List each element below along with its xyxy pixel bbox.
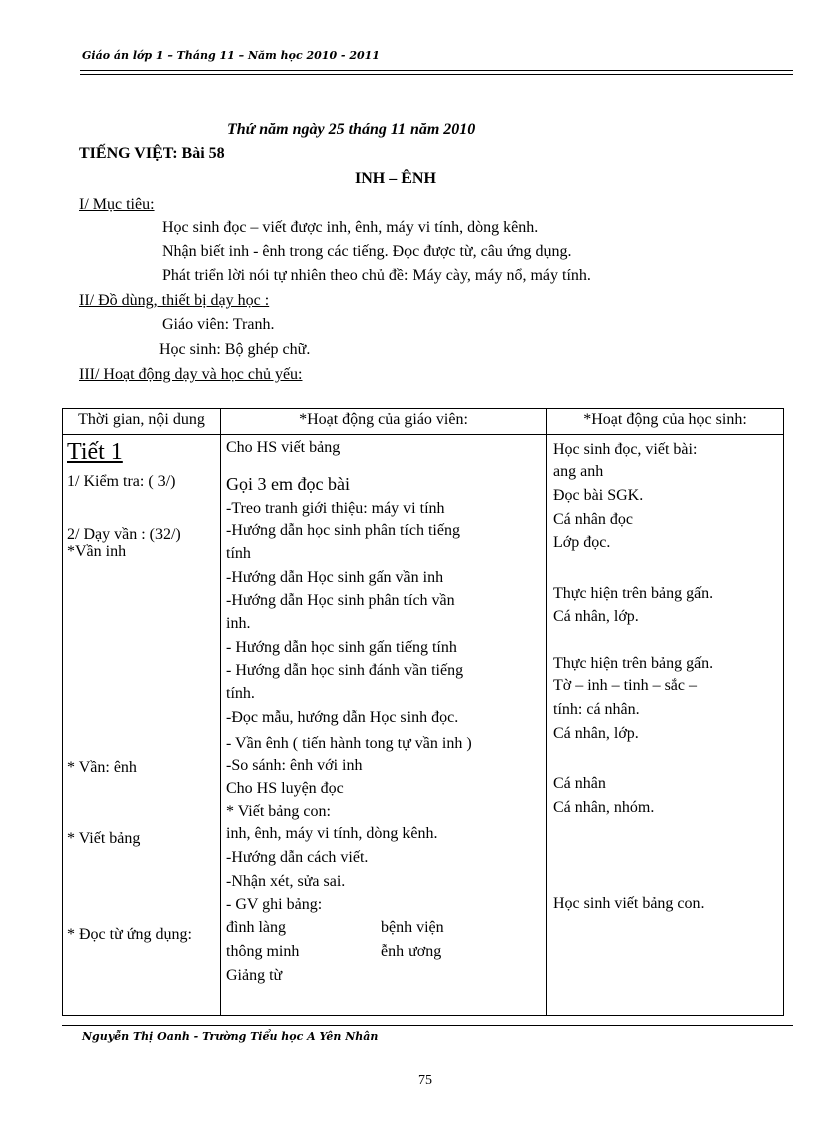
col-header-time: Thời gian, nội dung	[63, 409, 221, 435]
teacher-activity-line: Cho HS luyện đọc	[226, 780, 344, 797]
application-word: bệnh viện	[381, 919, 444, 936]
materials-item: Học sinh: Bộ ghép chữ.	[159, 341, 311, 358]
student-activity-line: Cá nhân, lớp.	[553, 608, 639, 625]
student-activity-line: Thực hiện trên bảng gấn.	[553, 655, 714, 672]
application-word: ễnh ương	[381, 943, 442, 960]
lesson-title: INH – ÊNH	[355, 170, 436, 187]
student-activity-line: Cá nhân, nhóm.	[553, 799, 655, 816]
teacher-activity-line: - Vần ênh ( tiến hành tong tự vần inh )	[226, 735, 472, 752]
col-header-teacher: *Hoạt động của giáo viên:	[221, 409, 547, 435]
van-inh-label: *Vần inh	[67, 543, 127, 560]
footer-rule	[62, 1025, 793, 1026]
lesson-table	[62, 408, 784, 1016]
teacher-activity-line: -Hướng dẫn Học sinh phân tích vần	[226, 592, 455, 609]
teacher-activity-line: Cho HS viết bảng	[226, 439, 341, 456]
subject-line: TIẾNG VIỆT: Bài 58	[79, 145, 225, 162]
teacher-activity-line: -Hướng dẫn cách viết.	[226, 849, 369, 866]
student-activity-line: Cá nhân, lớp.	[553, 725, 639, 742]
teacher-activity-line: -Hướng dẫn Học sinh gấn vần inh	[226, 569, 444, 586]
teacher-activity-line: -Hướng dẫn học sinh phân tích tiếng	[226, 522, 460, 539]
van-enh-label: * Vần: ênh	[67, 759, 137, 776]
teacher-activity-line: * Viết bảng con:	[226, 803, 331, 820]
table-body-row	[63, 435, 784, 1016]
student-activity-line: Tờ – inh – tinh – sắc –	[553, 677, 697, 694]
teacher-activity-cell	[221, 435, 547, 1016]
materials-item: Giáo viên: Tranh.	[162, 316, 275, 333]
teacher-activity-line: - GV ghi bảng:	[226, 896, 323, 913]
objective-item: Nhận biết inh - ênh trong các tiếng. Đọc được từ, câu ứng dụng.	[162, 243, 572, 260]
teacher-activity-line: -Treo tranh giới thiệu: máy vi tính	[226, 500, 445, 517]
application-word: đình làng	[226, 919, 286, 936]
teacher-activity-line: Gọi 3 em đọc bài	[226, 474, 350, 494]
teacher-activity-line: -Đọc mẫu, hướng dẫn Học sinh đọc.	[226, 709, 459, 726]
page-footer: Nguyễn Thị Oanh - Trường Tiểu học A Yên Nhân	[82, 1030, 379, 1043]
teacher-activity-line: -Nhận xét, sửa sai.	[226, 873, 346, 890]
col-header-student: *Hoạt động của học sinh:	[547, 409, 784, 435]
student-activity-line: Thực hiện trên bảng gấn.	[553, 585, 714, 602]
objective-item: Học sinh đọc – viết được inh, ênh, máy vi tính, dòng kênh.	[162, 219, 539, 236]
dayvan-label: 2/ Dạy vần : (32/)	[67, 526, 181, 543]
teacher-activity-line: - Hướng dẫn học sinh đánh vần tiếng	[226, 662, 464, 679]
student-activity-cell	[547, 435, 784, 1016]
application-word: thông minh	[226, 943, 300, 960]
header-rule-bottom	[80, 74, 793, 75]
student-activity-line: tính: cá nhân.	[553, 701, 640, 718]
teacher-activity-line: tính	[226, 545, 251, 562]
student-activity-line: Học sinh đọc, viết bài:	[553, 441, 698, 458]
teacher-activity-line: inh, ênh, máy vi tính, dòng kênh.	[226, 825, 438, 842]
student-activity-line: Đọc bài SGK.	[553, 487, 644, 504]
vietbang-label: * Viết bảng	[67, 830, 141, 847]
student-activity-line: Lớp đọc.	[553, 534, 611, 551]
teacher-activity-line: tính.	[226, 685, 255, 702]
page-header: Giáo án lớp 1 – Tháng 11 – Năm học 2010 - 2011	[82, 49, 380, 62]
teacher-activity-line: inh.	[226, 615, 251, 632]
student-activity-line: Cá nhân	[553, 775, 606, 792]
student-activity-line: ang anh	[553, 463, 604, 480]
doctu-label: * Đọc từ ứng dụng:	[67, 926, 192, 943]
date-line: Thứ năm ngày 25 tháng 11 năm 2010	[227, 121, 476, 138]
section-activities-heading: III/ Hoạt động dạy và học chủ yếu:	[79, 366, 303, 383]
student-activity-line: Học sinh viết bảng con.	[553, 895, 705, 912]
time-content-cell	[63, 435, 221, 1016]
objective-item: Phát triển lời nói tự nhiên theo chủ đề: Máy cày, máy nổ, máy tính.	[162, 267, 591, 284]
table-header-row	[63, 409, 784, 435]
section-objectives-heading: I/ Mục tiêu:	[79, 196, 155, 213]
section-materials-heading: II/ Đồ dùng, thiết bị dạy học :	[79, 292, 270, 309]
page-number: 75	[418, 1073, 432, 1088]
header-rule-top	[80, 70, 793, 71]
student-activity-line: Cá nhân đọc	[553, 511, 633, 528]
teacher-activity-line: - Hướng dẫn học sinh gấn tiếng tính	[226, 639, 457, 656]
teacher-activity-line: -So sánh: ênh với inh	[226, 757, 363, 774]
kiemtra-label: 1/ Kiểm tra: ( 3/)	[67, 473, 176, 490]
teacher-activity-line: Giảng từ	[226, 967, 283, 984]
tiet-label: Tiết 1	[67, 439, 123, 465]
